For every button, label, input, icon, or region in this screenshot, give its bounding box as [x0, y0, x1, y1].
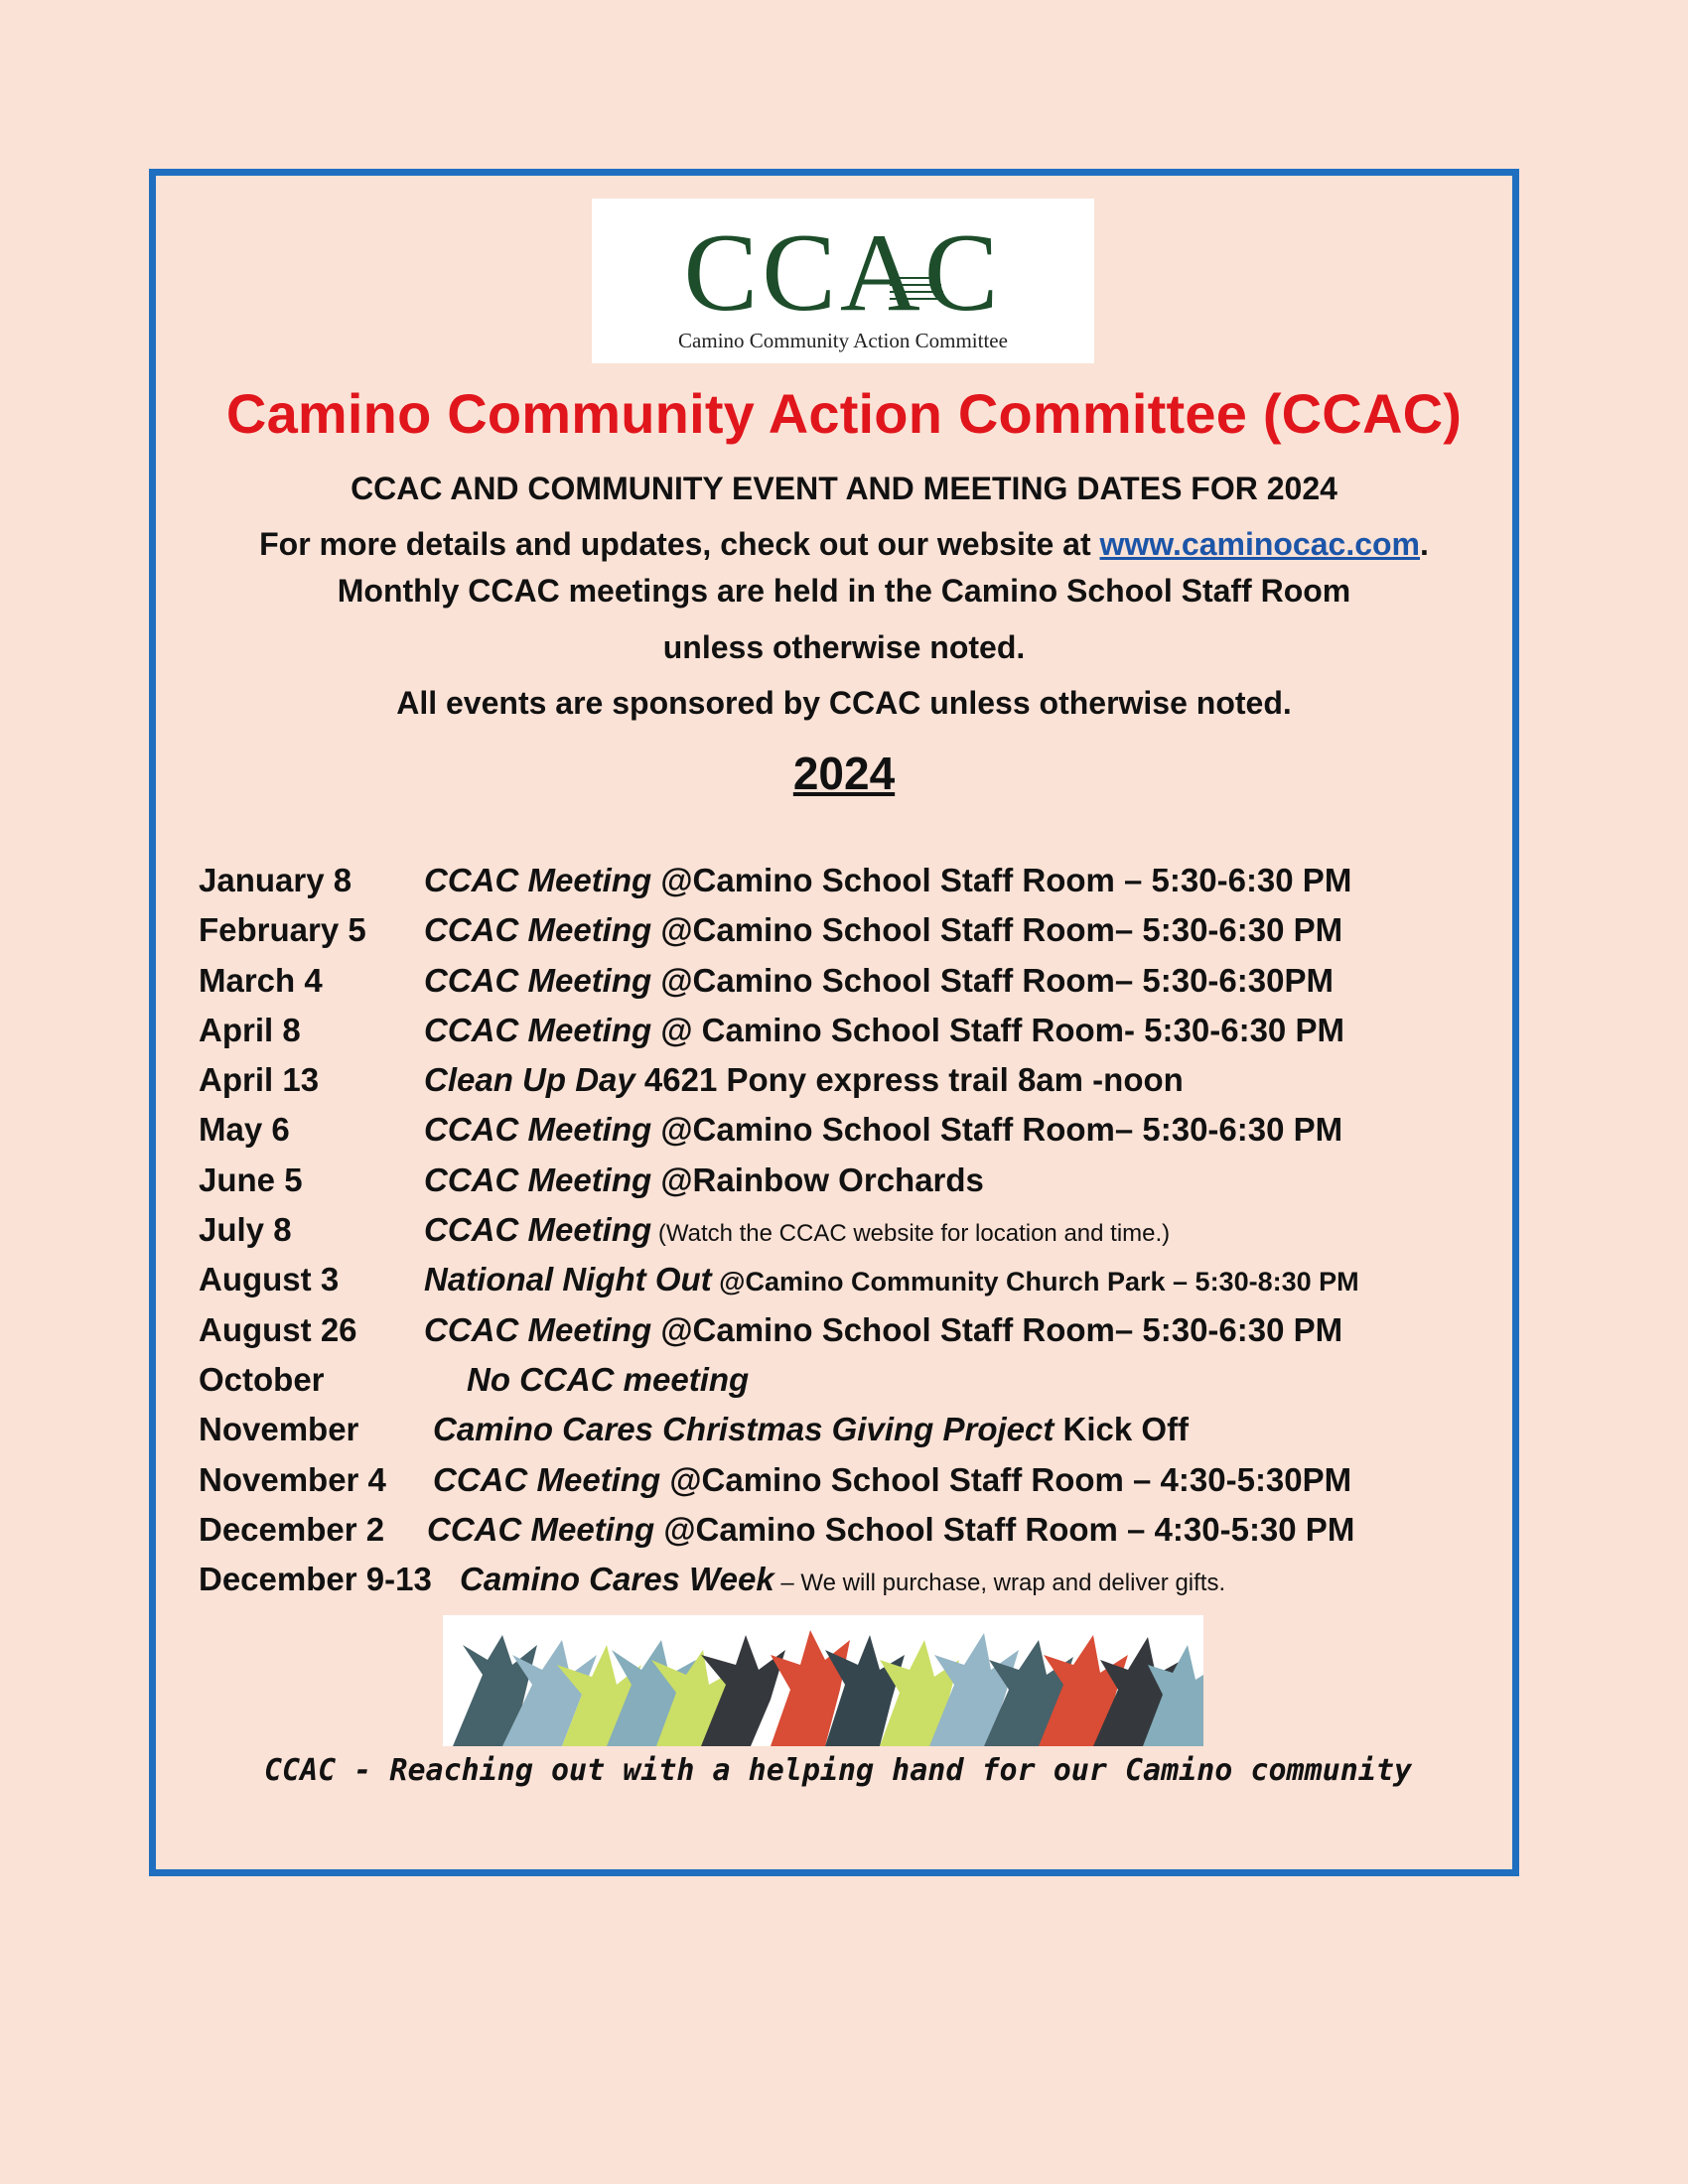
sponsor-note: All events are sponsored by CCAC unless otherwise noted.	[396, 685, 1292, 721]
schedule-row	[199, 1006, 1489, 1055]
meeting-location-note: Monthly CCAC meetings are held in the Camino School Staff Room	[337, 573, 1351, 609]
schedule-row	[199, 1405, 1489, 1454]
schedule-row	[199, 956, 1489, 1006]
event-date: August 3	[199, 1261, 340, 1298]
schedule-row	[199, 1055, 1489, 1105]
website-prefix: For more details and updates, check out our website at	[259, 526, 1100, 562]
event-name: CCAC Meeting	[424, 961, 652, 999]
event-name: National Night Out	[424, 1261, 712, 1298]
event-date: May 6	[199, 1111, 290, 1149]
event-date: December 2	[199, 1510, 385, 1548]
event-name: CCAC Meeting	[424, 1111, 652, 1149]
event-detail: @Camino School Staff Room – 4:30-5:30 PM	[654, 1510, 1355, 1548]
event-name: CCAC Meeting	[424, 862, 652, 898]
event-name: CCAC Meeting	[424, 1011, 652, 1048]
event-detail: @Camino School Staff Room– 5:30-6:30PM	[651, 961, 1334, 999]
logo-caption: Camino Community Action Committee	[678, 329, 1008, 352]
event-date: November 4	[199, 1460, 386, 1498]
event-date: February 5	[199, 911, 366, 949]
event-date: March 4	[199, 961, 323, 999]
schedule-row	[199, 1105, 1489, 1155]
helping-hands-image	[443, 1615, 1203, 1746]
schedule-row	[199, 1505, 1489, 1555]
tagline: CCAC - Reaching out with a helping hand for our Camino community	[264, 1753, 1412, 1788]
meeting-location-note-cont: unless otherwise noted.	[662, 629, 1026, 665]
event-detail: @Camino School Staff Room– 5:30-6:30 PM	[651, 911, 1343, 949]
event-date: January 8	[199, 862, 352, 898]
event-detail: Kick Off	[1054, 1411, 1190, 1448]
event-date: July 8	[199, 1211, 292, 1249]
event-date: August 26	[199, 1310, 357, 1348]
subheading: CCAC AND COMMUNITY EVENT AND MEETING DATES FOR 2024	[351, 471, 1337, 506]
schedule-row	[199, 1156, 1489, 1205]
event-detail: @Camino School Staff Room– 5:30-6:30 PM	[651, 1111, 1343, 1149]
schedule-row	[199, 905, 1489, 955]
schedule-row	[199, 1455, 1489, 1505]
event-name: No CCAC meeting	[467, 1360, 750, 1398]
schedule-row	[199, 1205, 1489, 1255]
schedule-row	[199, 1555, 1489, 1604]
event-detail: (Watch the CCAC website for location and time.)	[651, 1220, 1171, 1248]
event-detail: @Rainbow Orchards	[651, 1160, 984, 1198]
year-heading: 2024	[792, 748, 896, 799]
website-link[interactable]: www.caminocac.com	[1099, 526, 1420, 562]
event-detail: @Camino School Staff Room – 4:30-5:30PM	[660, 1460, 1352, 1498]
schedule-row	[199, 1255, 1489, 1304]
event-detail: 4621 Pony express trail 8am -noon	[634, 1061, 1184, 1099]
event-date: June 5	[199, 1160, 303, 1198]
event-name: CCAC Meeting	[424, 911, 652, 949]
schedule-row	[199, 1305, 1489, 1355]
website-suffix: .	[1420, 526, 1429, 562]
event-name: CCAC Meeting	[433, 1460, 661, 1498]
event-detail: @Camino Community Church Park – 5:30-8:30 PM	[711, 1267, 1359, 1297]
page-title: Camino Community Action Committee (CCAC)	[225, 382, 1463, 445]
schedule-row	[199, 856, 1489, 905]
event-detail: @Camino School Staff Room– 5:30-6:30 PM	[651, 1310, 1343, 1348]
event-date: October	[199, 1360, 325, 1398]
hand-icon	[443, 1630, 1203, 1746]
event-date: April 13	[199, 1061, 320, 1099]
ccac-logo	[592, 199, 1094, 363]
event-name: CCAC Meeting	[424, 1160, 652, 1198]
event-detail: @ Camino School Staff Room- 5:30-6:30 PM	[651, 1011, 1344, 1048]
event-name: CCAC Meeting	[424, 1310, 652, 1348]
schedule-row	[199, 1355, 1489, 1405]
event-schedule	[199, 856, 1489, 1604]
event-detail: @Camino School Staff Room – 5:30-6:30 PM	[651, 862, 1352, 898]
event-name: Clean Up Day	[424, 1061, 635, 1099]
logo-letters: CCAC	[683, 211, 1003, 335]
event-name: CCAC Meeting	[424, 1211, 652, 1249]
event-name: Camino Cares Week	[460, 1561, 774, 1598]
event-date: December 9-13	[199, 1561, 432, 1598]
event-detail: – We will purchase, wrap and deliver gifts.	[774, 1570, 1226, 1597]
event-name: CCAC Meeting	[427, 1510, 655, 1548]
event-date: November	[199, 1411, 359, 1448]
event-name: Camino Cares Christmas Giving Project	[433, 1411, 1055, 1448]
event-date: April 8	[199, 1011, 301, 1048]
website-line	[0, 526, 1688, 563]
